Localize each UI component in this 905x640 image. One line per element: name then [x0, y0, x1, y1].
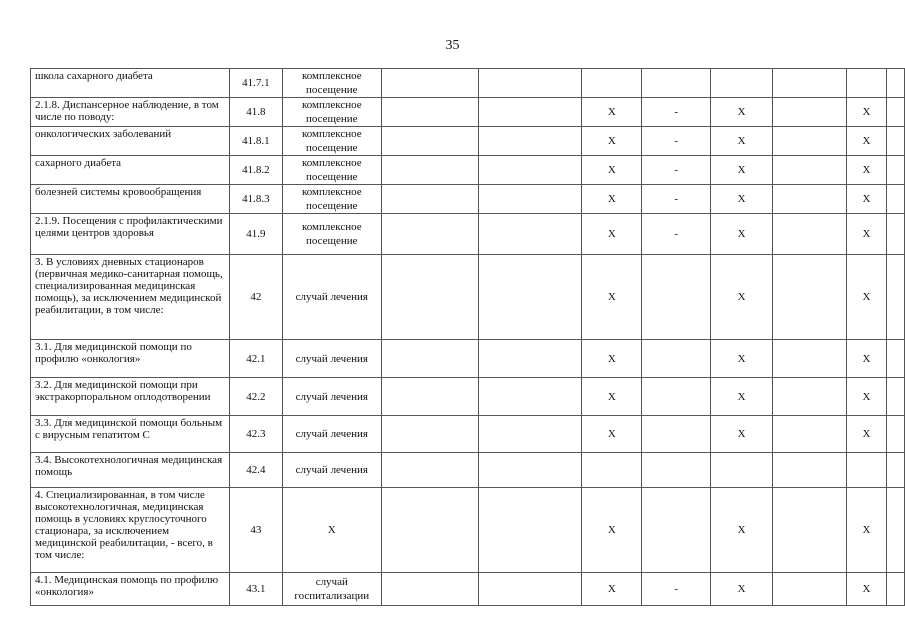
- value-cell: [886, 185, 904, 214]
- value-cell: [773, 69, 847, 98]
- value-cell: [642, 69, 711, 98]
- value-cell: X: [582, 98, 642, 127]
- value-cell: [886, 98, 904, 127]
- value-cell: [846, 69, 886, 98]
- value-cell: X: [582, 185, 642, 214]
- value-cell: [381, 453, 478, 488]
- value-cell: [381, 69, 478, 98]
- value-cell: [381, 185, 478, 214]
- value-cell: [711, 453, 773, 488]
- row-code: 43.1: [229, 573, 282, 606]
- row-unit: случай лечения: [282, 416, 381, 453]
- value-cell: [478, 156, 582, 185]
- row-unit: X: [282, 488, 381, 573]
- value-cell: X: [711, 340, 773, 378]
- row-name: онкологических заболеваний: [31, 127, 230, 156]
- table-row: [31, 69, 905, 98]
- value-cell: [886, 69, 904, 98]
- table-row: [31, 488, 905, 573]
- value-cell: [582, 69, 642, 98]
- value-cell: [642, 416, 711, 453]
- table-row: [31, 214, 905, 255]
- row-code: 41.7.1: [229, 69, 282, 98]
- value-cell: X: [846, 573, 886, 606]
- page-number: 35: [445, 38, 460, 53]
- value-cell: [773, 185, 847, 214]
- value-cell: X: [711, 255, 773, 340]
- value-cell: -: [642, 214, 711, 255]
- row-code: 42: [229, 255, 282, 340]
- row-unit: комплексное посещение: [282, 69, 381, 98]
- value-cell: [886, 340, 904, 378]
- value-cell: [478, 127, 582, 156]
- value-cell: X: [846, 127, 886, 156]
- value-cell: X: [846, 98, 886, 127]
- value-cell: [773, 340, 847, 378]
- row-name: 4. Специализированная, в том числе высокотехнологичная, медицинская помощь в условиях круглосуточного стационара, за исключением медицинской реабилитации, - всего, в том числе:: [31, 488, 230, 573]
- row-code: 41.8.3: [229, 185, 282, 214]
- value-cell: X: [846, 255, 886, 340]
- row-unit: комплексное посещение: [282, 156, 381, 185]
- value-cell: [381, 340, 478, 378]
- row-unit: случай лечения: [282, 378, 381, 416]
- value-cell: X: [846, 185, 886, 214]
- value-cell: X: [711, 488, 773, 573]
- value-cell: [478, 98, 582, 127]
- value-cell: X: [582, 214, 642, 255]
- row-name: 3.2. Для медицинской помощи при экстракорпоральном оплодотворении: [31, 378, 230, 416]
- row-name: 3.4. Высокотехнологичная медицинская помощь: [31, 453, 230, 488]
- value-cell: [642, 453, 711, 488]
- row-name: 2.1.9. Посещения с профилактическими целями центров здоровья: [31, 214, 230, 255]
- value-cell: [478, 255, 582, 340]
- value-cell: X: [711, 416, 773, 453]
- row-unit: комплексное посещение: [282, 98, 381, 127]
- row-name: школа сахарного диабета: [31, 69, 230, 98]
- value-cell: [642, 255, 711, 340]
- value-cell: [773, 255, 847, 340]
- value-cell: [381, 573, 478, 606]
- value-cell: [773, 378, 847, 416]
- row-code: 42.3: [229, 416, 282, 453]
- value-cell: X: [846, 214, 886, 255]
- value-cell: [381, 156, 478, 185]
- row-name: болезней системы кровообращения: [31, 185, 230, 214]
- table-row: [31, 185, 905, 214]
- row-unit: комплексное посещение: [282, 214, 381, 255]
- table-row: [31, 378, 905, 416]
- row-unit: случай лечения: [282, 453, 381, 488]
- value-cell: -: [642, 156, 711, 185]
- value-cell: [886, 488, 904, 573]
- value-cell: [846, 453, 886, 488]
- value-cell: [478, 488, 582, 573]
- value-cell: [886, 573, 904, 606]
- value-cell: [381, 214, 478, 255]
- value-cell: [886, 255, 904, 340]
- row-name: 2.1.8. Диспансерное наблюдение, в том числе по поводу:: [31, 98, 230, 127]
- table-row: [31, 98, 905, 127]
- value-cell: X: [582, 255, 642, 340]
- value-cell: -: [642, 185, 711, 214]
- value-cell: [478, 453, 582, 488]
- value-cell: [582, 453, 642, 488]
- row-code: 43: [229, 488, 282, 573]
- value-cell: X: [582, 378, 642, 416]
- row-code: 42.1: [229, 340, 282, 378]
- value-cell: [773, 98, 847, 127]
- value-cell: [773, 488, 847, 573]
- value-cell: X: [846, 156, 886, 185]
- row-name: 3.1. Для медицинской помощи по профилю «онкология»: [31, 340, 230, 378]
- value-cell: [642, 488, 711, 573]
- value-cell: X: [711, 185, 773, 214]
- row-unit: комплексное посещение: [282, 127, 381, 156]
- table-row: [31, 453, 905, 488]
- value-cell: [478, 378, 582, 416]
- table-row: [31, 573, 905, 606]
- value-cell: [711, 69, 773, 98]
- value-cell: X: [582, 340, 642, 378]
- value-cell: X: [846, 340, 886, 378]
- table-row: [31, 255, 905, 340]
- value-cell: [886, 416, 904, 453]
- value-cell: [381, 255, 478, 340]
- table-row: [31, 340, 905, 378]
- value-cell: X: [711, 127, 773, 156]
- value-cell: [773, 156, 847, 185]
- row-unit: комплексное посещение: [282, 185, 381, 214]
- table-row: [31, 127, 905, 156]
- row-code: 42.4: [229, 453, 282, 488]
- value-cell: [773, 573, 847, 606]
- value-cell: X: [711, 98, 773, 127]
- value-cell: [642, 378, 711, 416]
- table-row: [31, 156, 905, 185]
- value-cell: X: [846, 416, 886, 453]
- row-code: 41.8: [229, 98, 282, 127]
- value-cell: [478, 416, 582, 453]
- value-cell: [478, 185, 582, 214]
- row-code: 41.8.2: [229, 156, 282, 185]
- row-name: 3. В условиях дневных стационаров (первичная медико-санитарная помощь, специализированная медицинская помощь), за исключением медицинской реабилитации, в том числе:: [31, 255, 230, 340]
- value-cell: [773, 127, 847, 156]
- data-table: [30, 68, 905, 606]
- row-name: 3.3. Для медицинской помощи больным с вирусным гепатитом С: [31, 416, 230, 453]
- value-cell: X: [582, 488, 642, 573]
- row-unit: случай госпитализации: [282, 573, 381, 606]
- row-code: 42.2: [229, 378, 282, 416]
- value-cell: [886, 214, 904, 255]
- value-cell: [381, 378, 478, 416]
- value-cell: [478, 340, 582, 378]
- value-cell: [886, 378, 904, 416]
- row-unit: случай лечения: [282, 255, 381, 340]
- value-cell: [773, 453, 847, 488]
- value-cell: X: [711, 378, 773, 416]
- value-cell: X: [711, 573, 773, 606]
- value-cell: [478, 573, 582, 606]
- value-cell: X: [711, 214, 773, 255]
- row-unit: случай лечения: [282, 340, 381, 378]
- value-cell: X: [582, 127, 642, 156]
- table-row: [31, 416, 905, 453]
- value-cell: -: [642, 127, 711, 156]
- value-cell: [642, 340, 711, 378]
- value-cell: [381, 127, 478, 156]
- row-code: 41.8.1: [229, 127, 282, 156]
- value-cell: [773, 416, 847, 453]
- value-cell: [381, 416, 478, 453]
- value-cell: X: [846, 488, 886, 573]
- value-cell: [773, 214, 847, 255]
- value-cell: X: [582, 573, 642, 606]
- value-cell: X: [711, 156, 773, 185]
- value-cell: -: [642, 573, 711, 606]
- row-name: сахарного диабета: [31, 156, 230, 185]
- row-code: 41.9: [229, 214, 282, 255]
- value-cell: [381, 488, 478, 573]
- value-cell: X: [582, 416, 642, 453]
- value-cell: [478, 214, 582, 255]
- value-cell: X: [846, 378, 886, 416]
- value-cell: -: [642, 98, 711, 127]
- value-cell: [886, 453, 904, 488]
- value-cell: [886, 156, 904, 185]
- value-cell: X: [582, 156, 642, 185]
- value-cell: [478, 69, 582, 98]
- value-cell: [886, 127, 904, 156]
- value-cell: [381, 98, 478, 127]
- row-name: 4.1. Медицинская помощь по профилю «онкология»: [31, 573, 230, 606]
